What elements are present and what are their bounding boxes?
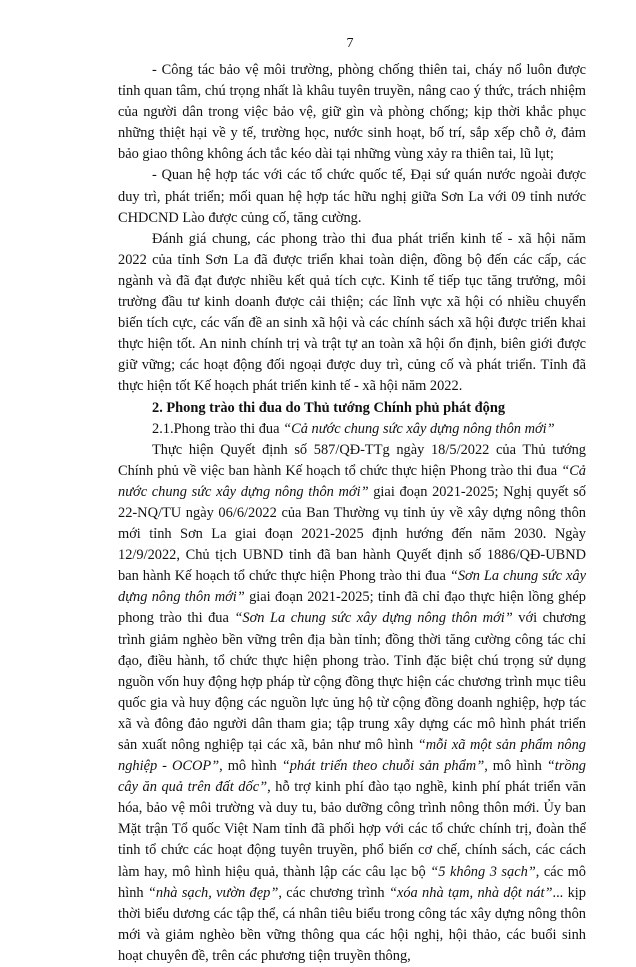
subsection-title: “Cả nước chung sức xây dựng nông thôn mới” (283, 420, 555, 437)
paragraph-international-relations: - Quan hệ hợp tác với các tổ chức quốc tế, Đại sứ quán nước ngoài được duy trì, phát triển; mối quan hệ hợp tác hữu nghị giữa Sơn La với 09 tỉnh nước CHDCND Lào được củng cố, tăng cường. (118, 167, 586, 226)
page-number: 7 (346, 36, 354, 51)
body-text: Thực hiện Quyết định số 587/QĐ-TTg ngày 18/5/2022 của Thủ tướng Chính phủ về việc ban hành Kế hoạch tổ chức thực hiện Phong trào thi đua (118, 441, 586, 479)
body-text: , các mô hình (118, 863, 586, 901)
body-quote: “5 không 3 sạch” (430, 863, 536, 880)
body-quote: “trồng cây ăn quả trên đất dốc” (118, 758, 586, 796)
body-text: , mô hình (484, 758, 547, 775)
body-text: giai đoạn 2021-2025; Nghị quyết số 22-NQ/TU ngày 06/6/2022 của Ban Thường vụ tỉnh ủy về xây dựng nông thôn mới tỉnh Sơn La giai đoạn 2021-2025 định hướng đến năm 2030. Ngày 12/9/2022, Chủ tịch UBND tỉnh đã ban hành Quyết định số 1886/QĐ-UBND ban hành Kế hoạch tổ chức thực hiện Phong trào thi đua (118, 483, 586, 585)
body-text: với chương trình giảm nghèo bền vững trên địa bàn tỉnh; đồng thời tăng cường công tác chỉ đạo, điều hành, tổ chức thực hiện phong trào. Tỉnh đặc biệt chú trọng sử dụng nguồn vốn huy động hợp pháp từ cộng đồng thực hiện các chương trình mục tiêu quốc gia và huy động các nguồn lực ủng hộ từ cộng đồng doanh nghiệp, hợp tác xã và đông đảo người dân tham gia; tập trung xây dựng các mô hình phát triển sản xuất nông nghiệp tại các xã, bản như mô hình (118, 610, 586, 753)
body-text: , các chương trình (278, 884, 389, 901)
body-quote: “phát triển theo chuỗi sản phẩm” (281, 758, 485, 775)
body-quote: “Sơn La chung sức xây dựng nông thôn mới” (234, 610, 513, 627)
body-text: , hỗ trợ kinh phí đào tạo nghề, kinh phí phát triển văn hóa, bảo vệ môi trường và duy tu, bảo dưỡng công trình nông thôn mới. Ủy ban Mặt trận Tổ quốc Việt Nam tỉnh đã phối hợp với các tổ chức chính trị, đoàn thể tỉnh tổ chức các hoạt động tuyên truyền, phổ biến cơ chế, chính sách, các cách làm hay, mô hình hiệu quả, thành lập các câu lạc bộ (118, 779, 586, 880)
body-quote: “nhà sạch, vườn đẹp” (147, 884, 279, 901)
body-quote: “Sơn La chung sức xây dựng nông thôn mới” (118, 568, 587, 606)
body-text: ... kịp thời biểu dương các tập thể, cá nhân tiêu biểu trong công tác xây dựng nông thôn mới và giảm nghèo bền vững thông qua các hội nghị, hội thảo, các buổi sinh hoạt chuyên đề, trên các phương tiện truyền thông, (118, 884, 586, 964)
body-text: , mô hình (219, 758, 282, 775)
body-quote: “mỗi xã một sản phẩm nông nghiệp - OCOP” (118, 737, 586, 775)
paragraph-implementation (118, 440, 586, 967)
body-quote: “Cả nước chung sức xây dựng nông thôn mới” (118, 462, 586, 500)
subsection-prefix: 2.1.Phong trào thi đua (152, 420, 284, 437)
section-heading: 2. Phong trào thi đua do Thủ tướng Chính phủ phát động (152, 399, 506, 416)
body-quote: “xóa nhà tạm, nhà dột nát” (388, 884, 553, 901)
body-text: giai đoạn 2021-2025; tỉnh đã chỉ đạo thực hiện lồng ghép phong trào thi đua (118, 589, 586, 627)
paragraph-general-assessment: Đánh giá chung, các phong trào thi đua phát triển kinh tế - xã hội năm 2022 của tỉnh Sơn La đã được triển khai toàn diện, đồng bộ đến các cấp, các ngành và đã đạt được nhiều kết quả tích cực. Kinh tế tiếp tục tăng trưởng, môi trường đầu tư kinh doanh được cải thiện; các lĩnh vực xã hội có nhiều chuyển biến tích cực, các vấn đề an sinh xã hội và các chính sách xã hội được triển khai thực hiện tốt. An ninh chính trị và trật tự an toàn xã hội ổn định, biên giới được giữ vững; các hoạt động đối ngoại được duy trì, củng cố và phát triển. Tỉnh đã thực hiện tốt Kế hoạch phát triển kinh tế - xã hội năm 2022. (118, 230, 586, 395)
subsection-heading (118, 419, 586, 440)
paragraph-environment: - Công tác bảo vệ môi trường, phòng chống thiên tai, cháy nổ luôn được tỉnh quan tâm, chú trọng nhất là khâu tuyên truyền, nâng cao ý thức, trách nhiệm của người dân trong việc bảo vệ, giữ gìn và phòng chống; kịp thời khắc phục những thiệt hại về y tế, trường học, nước sinh hoạt, bố trí, sắp xếp chỗ ở, đảm bảo giao thông không ách tắc kéo dài tại những vùng xảy ra thiên tai, lũ lụt; (118, 62, 586, 163)
